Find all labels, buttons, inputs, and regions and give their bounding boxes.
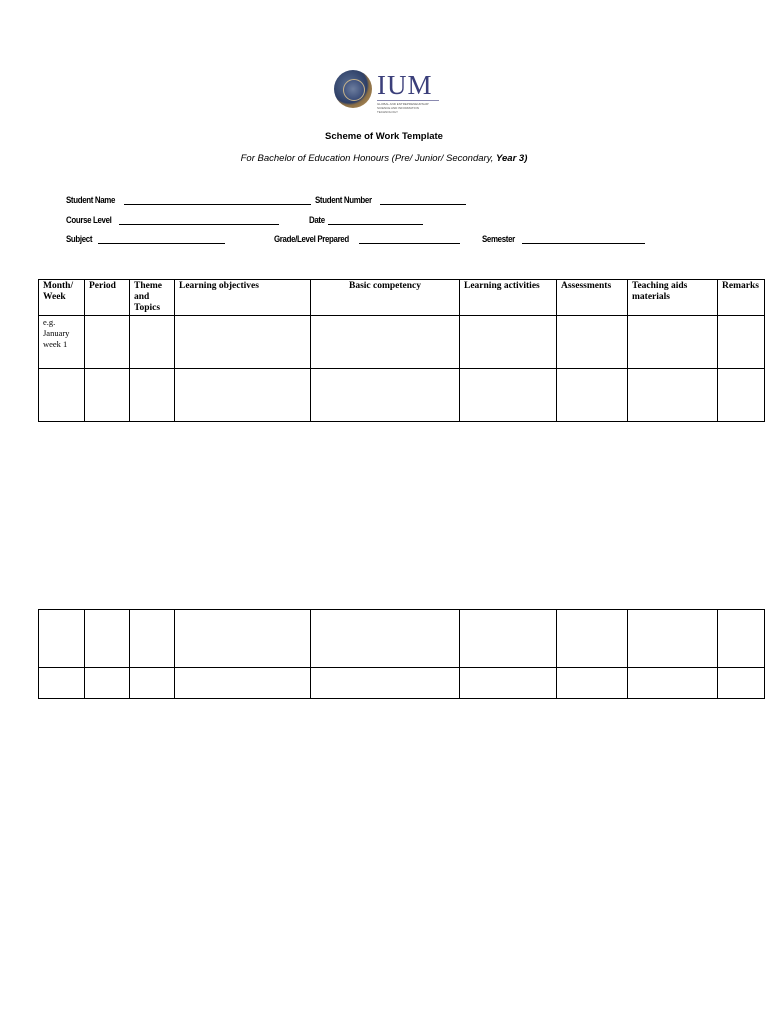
header-learning-objectives: Learning objectives <box>175 280 311 316</box>
header-period: Period <box>85 280 130 316</box>
subtitle-text: For Bachelor of Education Honours (Pre/ Junior/ Secondary, <box>240 153 497 164</box>
header-theme-topics: Theme and Topics <box>130 280 175 316</box>
subject-label: Subject <box>66 234 93 244</box>
scheme-table <box>38 279 765 422</box>
table-cell[interactable] <box>557 316 628 369</box>
logo-name: IUM <box>377 70 433 100</box>
grade-level-label: Grade/Level Prepared <box>274 234 349 244</box>
table-cell[interactable] <box>557 668 628 699</box>
table-cell[interactable] <box>557 610 628 668</box>
table-cell[interactable] <box>130 369 175 422</box>
table-row <box>39 316 765 369</box>
table-cell[interactable] <box>628 610 718 668</box>
scheme-table-continued <box>38 609 765 699</box>
semester-line[interactable] <box>522 243 645 244</box>
table-cell[interactable] <box>85 316 130 369</box>
table-cell[interactable] <box>628 316 718 369</box>
header-learning-activities: Learning activities <box>460 280 557 316</box>
document-subtitle <box>0 153 768 164</box>
grade-level-line[interactable] <box>359 243 460 244</box>
student-name-line[interactable] <box>124 204 311 205</box>
table-cell[interactable] <box>130 668 175 699</box>
table-cell[interactable] <box>311 369 460 422</box>
table-cell[interactable] <box>39 610 85 668</box>
semester-label: Semester <box>482 234 515 244</box>
table-cell[interactable] <box>311 610 460 668</box>
logo-subtitle: GLOBAL AND ENTREPRENEURSHIP SCIENCE AND INFORMATION TECHNOLOGY <box>377 100 439 114</box>
table-row <box>39 369 765 422</box>
student-number-label: Student Number <box>315 195 372 205</box>
institution-logo <box>330 66 442 120</box>
student-name-label: Student Name <box>66 195 116 205</box>
table-cell[interactable] <box>85 610 130 668</box>
header-remarks: Remarks <box>718 280 765 316</box>
table-cell[interactable] <box>718 610 765 668</box>
student-number-line[interactable] <box>380 204 466 205</box>
date-line[interactable] <box>328 224 423 225</box>
table-cell[interactable] <box>718 316 765 369</box>
table-cell[interactable] <box>311 316 460 369</box>
table-cell[interactable] <box>130 610 175 668</box>
table-cell[interactable] <box>39 668 85 699</box>
course-level-line[interactable] <box>119 224 279 225</box>
table-cell[interactable] <box>460 668 557 699</box>
document-title: Scheme of Work Template <box>325 131 443 142</box>
table-cell[interactable] <box>39 369 85 422</box>
table-cell[interactable] <box>557 369 628 422</box>
table-cell[interactable] <box>460 610 557 668</box>
header-assessments: Assessments <box>557 280 628 316</box>
table-cell[interactable] <box>718 369 765 422</box>
globe-emblem-icon <box>334 70 372 108</box>
header-basic-competency: Basic competency <box>311 280 460 316</box>
table-cell[interactable] <box>628 369 718 422</box>
table-cell[interactable] <box>175 610 311 668</box>
example-cell[interactable]: e.g. January week 1 <box>39 316 85 369</box>
header-teaching-aids: Teaching aids materials <box>628 280 718 316</box>
table-cell[interactable] <box>628 668 718 699</box>
table-cell[interactable] <box>175 668 311 699</box>
table-row <box>39 668 765 699</box>
subject-line[interactable] <box>98 243 225 244</box>
table-cell[interactable] <box>718 668 765 699</box>
table-cell[interactable] <box>460 369 557 422</box>
header-month-week: Month/ Week <box>39 280 85 316</box>
table-header-row <box>39 280 765 316</box>
table-cell[interactable] <box>85 369 130 422</box>
table-cell[interactable] <box>175 369 311 422</box>
table-row <box>39 610 765 668</box>
course-level-label: Course Level <box>66 215 112 225</box>
table-cell[interactable] <box>85 668 130 699</box>
table-cell[interactable] <box>460 316 557 369</box>
table-cell[interactable] <box>311 668 460 699</box>
table-cell[interactable] <box>175 316 311 369</box>
table-cell[interactable] <box>130 316 175 369</box>
subtitle-year: Year 3) <box>496 153 528 164</box>
date-label: Date <box>309 215 325 225</box>
